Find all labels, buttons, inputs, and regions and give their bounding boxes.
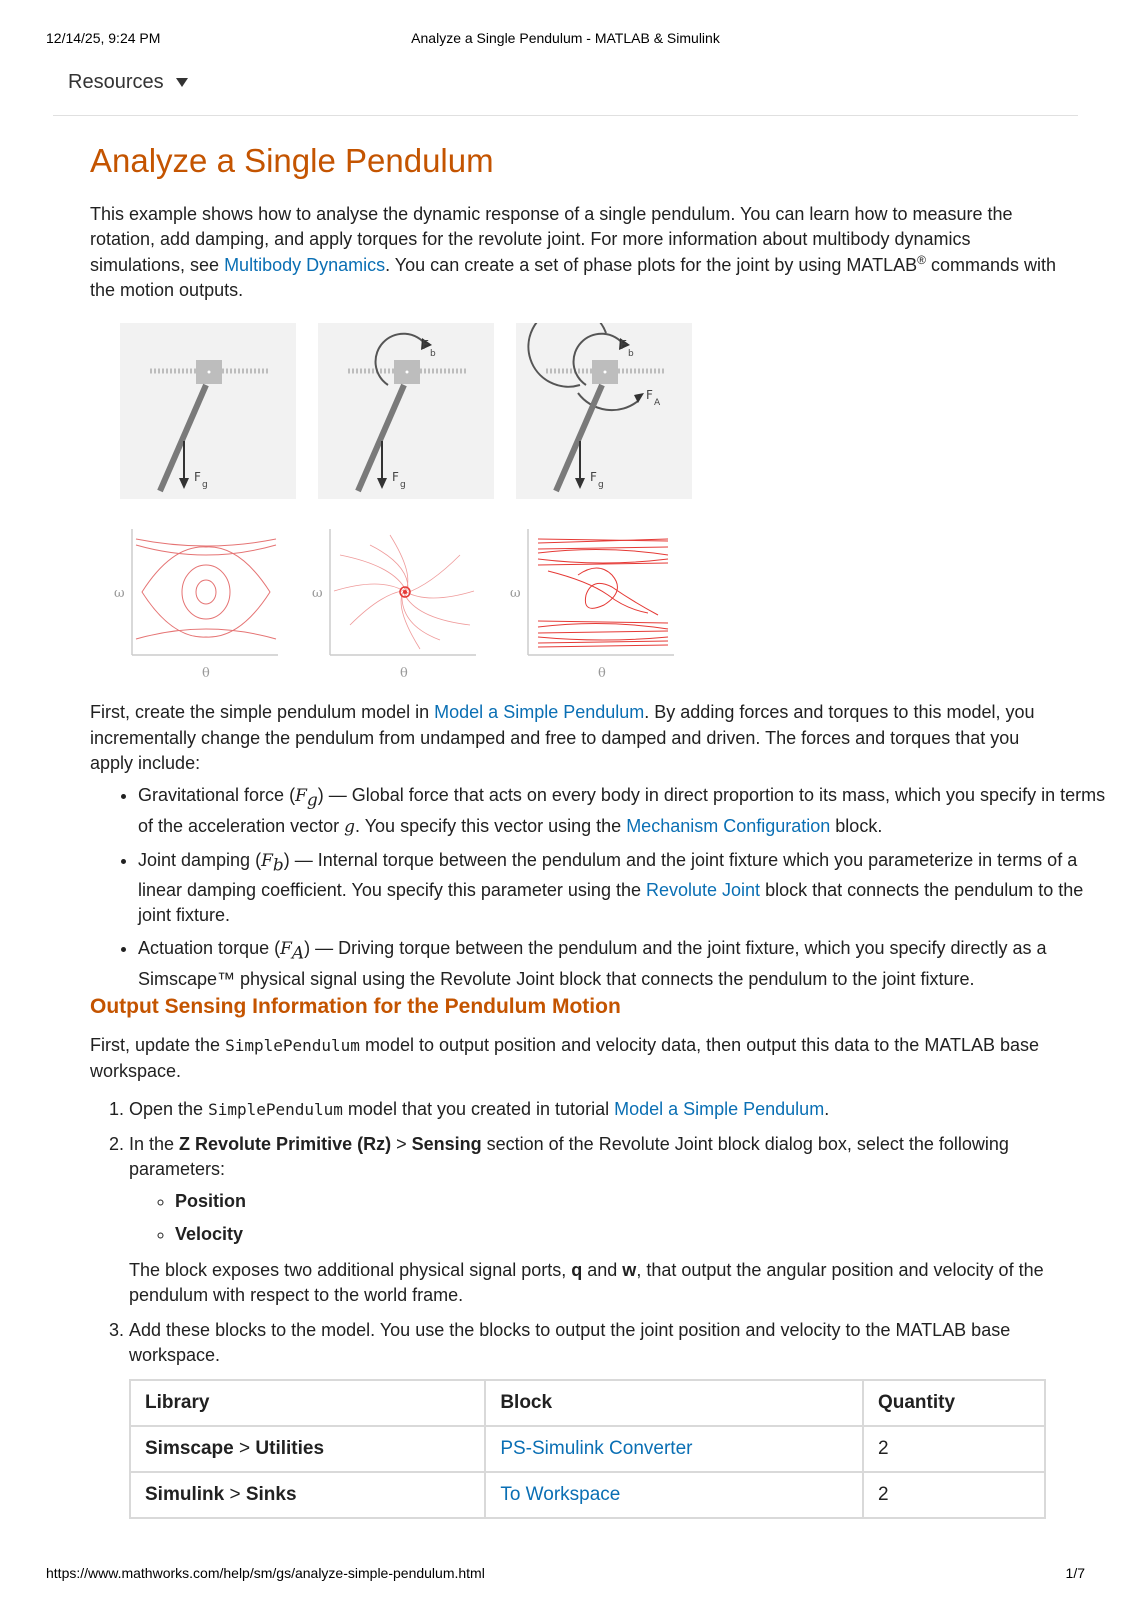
step-1: 1. Open the SimplePendulum model that you created in tutorial Model a Simple Pendulum. [129, 1097, 1104, 1123]
phase-plot-free [112, 525, 288, 685]
step-2-note: The block exposes two additional physical signal ports, q and w, that output the angular position and velocity of the pendulum with respect to the world frame. [129, 1259, 1044, 1305]
print-header [46, 30, 1085, 48]
svg-text:ω: ω [312, 586, 323, 601]
svg-text:θ: θ [202, 666, 210, 681]
forces-list [90, 783, 1113, 1000]
svg-text:g: g [400, 480, 406, 490]
svg-text:θ: θ [400, 666, 408, 681]
page-title: Analyze a Single Pendulum [90, 142, 494, 179]
link-model-simple-pendulum-2[interactable]: Model a Simple Pendulum [614, 1099, 825, 1119]
caret-down-icon [176, 78, 188, 87]
cell-quantity: 2 [863, 1426, 1045, 1472]
section-heading: Output Sensing Information for the Pendulum Motion [90, 995, 621, 1018]
resources-menu[interactable] [68, 71, 188, 94]
parameter-list [129, 1189, 1104, 1248]
list-item-damping: • Joint damping $(F_b)$ — Internal torque between the pendulum and the joint fixture which you parameterize in terms of a linear damping coefficient. You specify this parameter using the Revolute Joint block that connects the pendulum to the joint fixture. [138, 848, 1113, 929]
svg-text:F: F [194, 470, 201, 484]
param-velocity: ◦ Velocity [175, 1222, 1104, 1248]
col-block: Block [485, 1380, 863, 1426]
intro-paragraph: This example shows how to analyse the dynamic response of a single pendulum. You can learn how to measure the rotation, add damping, and apply torques for the revolute joint. For more information about multibody dynamics simulations, see Multibody Dynamics. You can create a set of phase plots for the joint by using MATLAB® commands with the motion outputs. [90, 203, 1056, 301]
link-multibody-dynamics[interactable]: Multibody Dynamics [224, 254, 386, 275]
blocks-table [129, 1379, 1046, 1519]
table-row [130, 1426, 1045, 1472]
svg-text:b: b [628, 349, 634, 359]
col-library: Library [130, 1380, 485, 1426]
phase-plots [112, 525, 706, 685]
col-quantity: Quantity [863, 1380, 1045, 1426]
first-paragraph: First, create the simple pendulum model in Model a Simple Pendulum. By adding forces and torques to this model, you incrementally change the pendulum from undamped and free to damped and driven. The forces and torques that you apply include: [90, 702, 1035, 773]
svg-text:ω: ω [114, 586, 125, 601]
steps-list [90, 1097, 1104, 1378]
svg-text:F: F [620, 338, 627, 352]
svg-text:F: F [590, 470, 597, 484]
svg-text:A: A [654, 398, 661, 408]
svg-text:g: g [598, 480, 604, 490]
step-2: 2. In the Z Revolute Primitive (Rz) > Sensing section of the Revolute Joint block dialog box, select the following parameters: ◦ Position ◦ Velocity The block exposes two additional physical signal ports, q and w, that output the angular position and velocity of the pendulum with respect to the world frame. [129, 1132, 1104, 1309]
phase-plot-damped [310, 525, 486, 685]
cell-block [485, 1472, 863, 1518]
list-item-actuation: • Actuation torque $(F_A)$ — Driving torque between the pendulum and the joint fixture, which you specify directly as a Simscape™ physical signal using the Revolute Joint block that connects the pendulum to the joint fixture. [138, 936, 1113, 992]
svg-text:g: g [202, 480, 208, 490]
svg-text:ω: ω [510, 586, 521, 601]
param-position: ◦ Position [175, 1189, 1104, 1215]
link-revolute-joint[interactable]: Revolute Joint [645, 880, 761, 901]
main-content [90, 140, 1106, 1505]
link-model-simple-pendulum[interactable]: Model a Simple Pendulum [434, 702, 645, 722]
svg-text:θ: θ [598, 666, 606, 681]
svg-text:F: F [646, 388, 653, 402]
print-title: Analyze a Single Pendulum - MATLAB & Simulink [411, 30, 720, 46]
diagram-free [120, 323, 296, 499]
section-paragraph: First, update the SimplePendulum model to output position and velocity data, then output this data to the MATLAB base workspace. [90, 1035, 1040, 1081]
svg-text:b: b [430, 349, 436, 359]
print-page-number: 1/7 [1065, 1565, 1085, 1581]
link-mechanism-configuration[interactable]: Mechanism Configuration [626, 815, 831, 836]
divider [53, 115, 1078, 116]
cell-library: Simscape > Utilities [130, 1426, 485, 1472]
diagram-damped [318, 323, 494, 499]
cell-quantity: 2 [863, 1472, 1045, 1518]
resources-label: Resources [68, 71, 164, 93]
step-3: 3. Add these blocks to the model. You use the blocks to output the joint position and velocity to the MATLAB base workspace. [129, 1318, 1104, 1369]
pendulum-diagrams [120, 323, 714, 499]
table-row [130, 1472, 1045, 1518]
phase-plot-driven [508, 525, 684, 685]
table-header-row [130, 1380, 1045, 1426]
diagram-driven [516, 323, 692, 499]
cell-library: Simulink > Sinks [130, 1472, 485, 1518]
link-ps-simulink-converter[interactable]: PS-Simulink Converter [500, 1438, 693, 1459]
link-to-workspace[interactable]: To Workspace [500, 1484, 621, 1505]
print-footer [46, 1565, 1085, 1583]
print-url: https://www.mathworks.com/help/sm/gs/analyze-simple-pendulum.html [46, 1565, 485, 1581]
list-item-gravity: • Gravitational force $(F_g)$ — Global force that acts on every body in direct proportion to its mass, which you specify in terms of the acceleration vector g. You specify this vector using the Mechanism Configuration block. [138, 783, 1113, 840]
print-datetime: 12/14/25, 9:24 PM [46, 30, 161, 46]
svg-text:F: F [422, 338, 429, 352]
cell-block [485, 1426, 863, 1472]
svg-text:F: F [392, 470, 399, 484]
